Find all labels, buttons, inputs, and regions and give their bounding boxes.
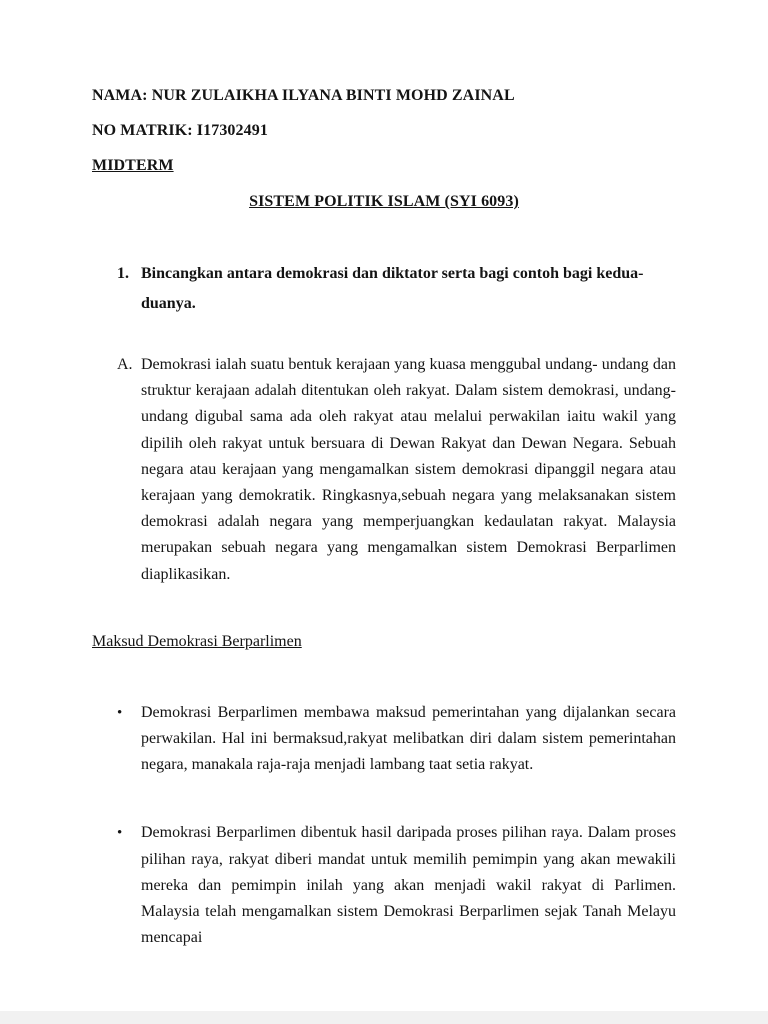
midterm-label: MIDTERM [92,157,174,174]
answer-a-label: A. [117,356,133,373]
question-text: Bincangkan antara demokrasi dan diktator serta bagi contoh bagi kedua-duanya. [141,265,644,312]
question-number: 1. [117,265,129,282]
page-bottom-edge [0,1011,768,1024]
bullet-icon: • [117,825,123,842]
question-1 [117,259,676,319]
student-name-line: NAMA: NUR ZULAIKHA ILYANA BINTI MOHD ZAINAL [92,87,515,104]
document-title: SISTEM POLITIK ISLAM (SYI 6093) [249,193,519,210]
document-content [92,86,676,951]
matric-number-line: NO MATRIK: I17302491 [92,122,268,139]
answer-a [117,352,676,588]
subheading-maksud-demokrasi-berparlimen: Maksud Demokrasi Berparlimen [92,632,302,650]
bullet-text: Demokrasi Berparlimen dibentuk hasil daripada proses pilihan raya. Dalam proses pilihan raya, rakyat diberi mandat untuk memilih pemimpin yang akan mewakili mereka dan pemimpin inilah yang akan menjadi wakil rakyat di Parlimen. Malaysia telah mengamalkan sistem Demokrasi Berparlimen sejak Tanah Melayu mencapai [141,824,676,947]
bullet-item [117,700,676,779]
bullet-item [117,820,676,951]
answer-a-text: Demokrasi ialah suatu bentuk kerajaan yang kuasa menggubal undang- undang dan struktur kerajaan adalah ditentukan oleh rakyat. Dalam sistem demokrasi, undang-undang digubal sama ada oleh rakyat atau melalui perwakilan iaitu wakil yang dipilih oleh rakyat untuk bersuara di Dewan Rakyat dan Dewan Negara. Sebuah negara atau kerajaan yang mengamalkan sistem demokrasi dipanggil negara atau kerajaan yang demokratik. Ringkasnya,sebuah negara yang melaksanakan sistem demokrasi adalah negara yang memperjuangkan kedaulatan rakyat. Malaysia merupakan sebuah negara yang mengamalkan sistem Demokrasi Berparlimen diaplikasikan. [141,356,676,583]
bullet-icon: • [117,704,123,721]
bullet-text: Demokrasi Berparlimen membawa maksud pemerintahan yang dijalankan secara perwakilan. Hal ini bermaksud,rakyat melibatkan diri dalam sistem pemerintahan negara, manakala raja-raja menjadi lambang taat setia rakyat. [141,703,676,774]
